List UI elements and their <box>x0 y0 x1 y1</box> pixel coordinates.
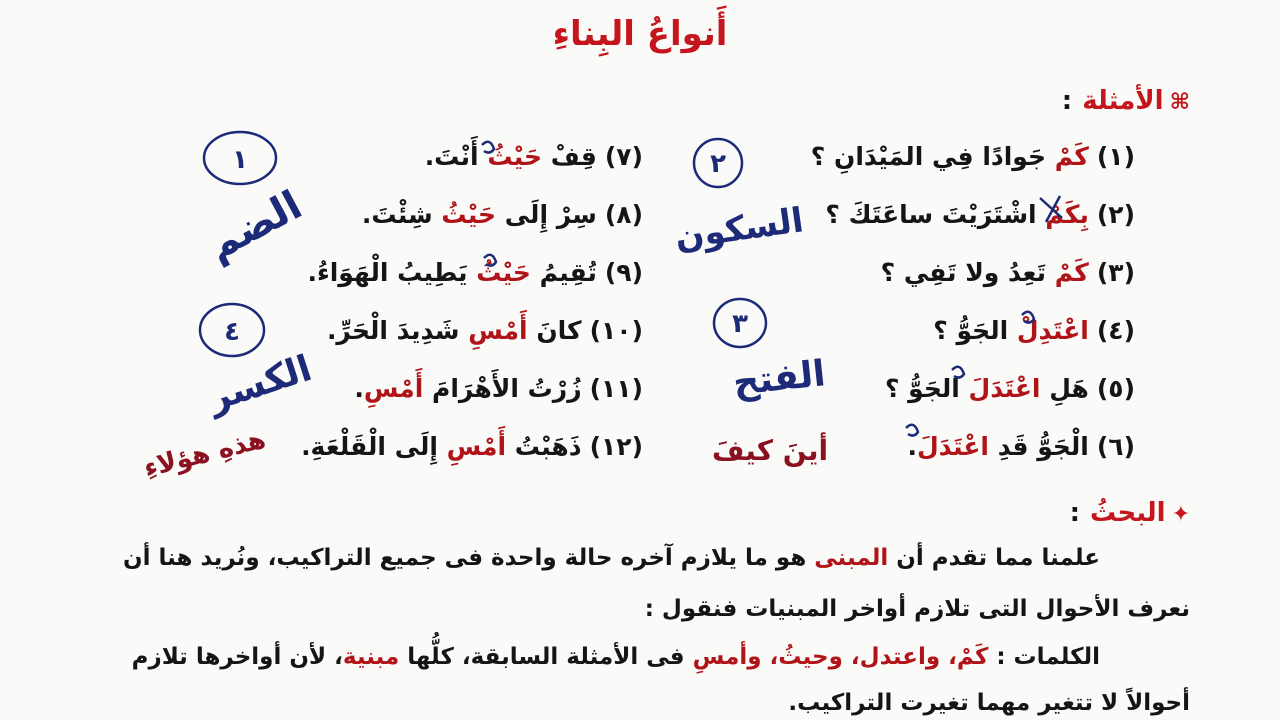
strike-mark-icon <box>1040 196 1062 222</box>
text-segment: الْجَوُّ قَدِ <box>988 432 1089 461</box>
example-number: (١) <box>1096 142 1135 171</box>
example-number: (٧) <box>604 142 643 171</box>
annotation-hadhihi-haulai: هذهِ هؤلاءِ <box>140 424 269 484</box>
example-number: (٢) <box>1096 200 1135 229</box>
example-number: (٦) <box>1096 432 1135 461</box>
fatha-mark-icon <box>906 425 918 436</box>
text-segment: علمنا مما تقدم أن <box>888 545 1100 571</box>
annotation-ayna-kayfa: أينَ كيفَ <box>711 434 829 467</box>
highlighted-word: كَمْ <box>1054 258 1089 287</box>
text-segment: الجَوُّ ؟ <box>884 374 969 403</box>
example-number: (٨) <box>604 200 643 229</box>
annotation-number-2: ٢ <box>710 149 726 179</box>
highlighted-word: كَمْ <box>1054 142 1089 171</box>
fatha-mark-icon <box>952 367 964 378</box>
example-number: (٩) <box>604 258 643 287</box>
highlighted-word: بِكَمْ <box>1045 200 1089 229</box>
text-segment: شَدِيدَ الْحَرِّ. <box>326 316 469 345</box>
annotation-number-4: ٤ <box>224 317 240 347</box>
page-title: أَنواعُ البِناءِ <box>552 14 728 54</box>
research-heading-label: البحثُ <box>1090 498 1166 528</box>
text-segment: . <box>907 432 917 461</box>
text-segment: الكلمات : <box>988 644 1100 670</box>
text-segment: ، لأن أواخرها تلازم <box>131 644 343 670</box>
paragraph-line-4: أحوالاً لا تتغير مهما تغيرت التراكيب. <box>788 690 1190 716</box>
highlighted-word: المبنى <box>814 545 889 571</box>
kasra-mark-icon <box>484 255 496 266</box>
annotation-sukun: السكون <box>672 200 806 258</box>
highlighted-word: أَمْسِ <box>446 432 507 461</box>
text-segment: يَطِيبُ الْهَوَاءُ. <box>307 258 477 287</box>
annotation-fath: الفتح <box>731 353 828 404</box>
highlighted-word: أَمْسِ <box>363 374 424 403</box>
text-segment: زُرْتُ الأَهْرَامَ <box>423 374 582 403</box>
research-heading-colon: : <box>1069 498 1080 528</box>
text-segment: شِئْتَ. <box>361 200 442 229</box>
text-segment: هو ما يلازم آخره حالة واحدة فى جميع التراكيب، ونُريد هنا أن <box>122 545 815 571</box>
examples-heading-colon: : <box>1061 86 1073 116</box>
example-number: (٤) <box>1096 316 1135 345</box>
text-segment: إِلَى الْقَلْعَةِ. <box>301 432 447 461</box>
kasra-mark-icon <box>482 142 494 153</box>
text-segment: سِرْ إِلَى <box>496 200 597 229</box>
ornament-star-icon: ✦ <box>1171 502 1190 527</box>
highlighted-word: مبنية <box>342 644 400 670</box>
highlighted-word: اعْتَدِلْ <box>1016 316 1089 345</box>
highlighted-word: حَيْثُ <box>441 200 497 229</box>
text-segment: كانَ <box>527 316 582 345</box>
text-segment: قِفْ <box>542 142 597 171</box>
text-segment: تَعِدُ ولا تَفِي ؟ <box>880 258 1055 287</box>
annotation-kasr: الكسر <box>203 347 317 420</box>
text-segment: ذَهَبْتُ <box>506 432 582 461</box>
highlighted-word: حَيْثُ <box>476 258 531 287</box>
text-segment: هَلِ <box>1040 374 1089 403</box>
fatha-mark-icon <box>1022 312 1034 323</box>
ornament-star-icon: ⌘ <box>1169 90 1190 115</box>
highlighted-word: حَيْثُ <box>487 142 542 171</box>
examples-heading-label: الأمثلة <box>1082 86 1164 116</box>
highlighted-word: كَمْ، واعتدل، وحيثُ، وأمسِ <box>692 644 989 670</box>
annotation-number-1: ١ <box>232 145 248 175</box>
highlighted-word: اعْتَدَلَ <box>916 432 989 461</box>
text-segment: فى الأمثلة السابقة، كلُّها <box>399 644 693 670</box>
example-number: (٥) <box>1096 374 1135 403</box>
text-segment: اشْتَرَيْتَ ساعَتَكَ ؟ <box>825 200 1046 229</box>
highlighted-word: أَمْسِ <box>468 316 528 345</box>
text-segment: الجَوُّ ؟ <box>933 316 1017 345</box>
example-number: (١١) <box>589 374 643 403</box>
example-number: (١٢) <box>589 432 643 461</box>
text-segment: . <box>354 374 364 403</box>
text-segment: أَنْتَ. <box>424 142 488 171</box>
example-number: (١٠) <box>589 316 643 345</box>
annotation-number-3: ٣ <box>732 309 748 339</box>
annotation-damm: الضم <box>199 182 310 270</box>
text-segment: جَوادًا فِي المَيْدَانِ ؟ <box>810 142 1055 171</box>
highlighted-word: اعْتَدَلَ <box>968 374 1041 403</box>
paragraph-line-2: نعرف الأحوال التى تلازم أواخر المبنيات فنقول : <box>644 596 1190 622</box>
example-number: (٣) <box>1096 258 1135 287</box>
text-segment: تُقِيمُ <box>530 258 597 287</box>
